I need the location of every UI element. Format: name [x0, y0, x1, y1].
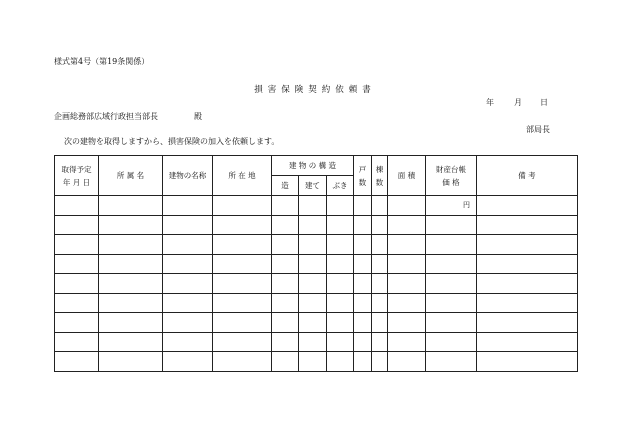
table-cell[interactable] — [163, 352, 213, 372]
table-cell[interactable] — [327, 254, 354, 274]
table-cell[interactable] — [426, 313, 477, 333]
table-cell[interactable] — [163, 196, 213, 216]
table-cell[interactable] — [388, 293, 426, 313]
table-cell[interactable] — [55, 332, 99, 352]
table-cell[interactable] — [327, 274, 354, 294]
header-structure-sub: ぶき — [327, 176, 354, 196]
table-cell[interactable] — [354, 254, 372, 274]
table-row — [55, 235, 578, 255]
table-cell[interactable] — [99, 196, 163, 216]
table-cell[interactable] — [99, 235, 163, 255]
table-cell[interactable] — [213, 332, 272, 352]
table-cell[interactable] — [372, 352, 388, 372]
table-cell[interactable] — [99, 332, 163, 352]
yen-unit[interactable]: 円 — [426, 196, 477, 216]
table-cell[interactable] — [426, 293, 477, 313]
table-cell[interactable] — [299, 332, 327, 352]
table-cell[interactable] — [272, 254, 299, 274]
header-units — [354, 156, 372, 196]
table-cell[interactable] — [354, 235, 372, 255]
table-cell[interactable] — [55, 235, 99, 255]
table-cell[interactable] — [372, 274, 388, 294]
table-cell[interactable] — [354, 332, 372, 352]
table-cell[interactable] — [299, 352, 327, 372]
table-cell[interactable] — [426, 215, 477, 235]
table-cell[interactable] — [327, 196, 354, 216]
header-acquisition-date-line2: 年 月 日 — [62, 177, 91, 187]
table-cell[interactable] — [163, 215, 213, 235]
table-row — [55, 332, 578, 352]
table-cell[interactable] — [99, 254, 163, 274]
table-cell[interactable] — [426, 235, 477, 255]
table-cell[interactable] — [299, 254, 327, 274]
table-cell[interactable] — [372, 235, 388, 255]
table-cell[interactable] — [55, 215, 99, 235]
table-cell[interactable] — [299, 274, 327, 294]
table-cell[interactable] — [272, 274, 299, 294]
header-affiliation: 所 属 名 — [99, 156, 163, 196]
table-cell[interactable] — [272, 352, 299, 372]
document-title: 損害保険契約依頼書 — [254, 85, 376, 95]
table-cell[interactable] — [426, 274, 477, 294]
header-structure-sub: 造 — [272, 176, 299, 196]
honorific: 殿 — [194, 112, 202, 121]
table-cell[interactable] — [426, 332, 477, 352]
table-cell[interactable] — [163, 254, 213, 274]
table-cell[interactable] — [272, 332, 299, 352]
table-cell[interactable] — [272, 196, 299, 216]
table-cell[interactable] — [55, 196, 99, 216]
table-cell[interactable] — [299, 235, 327, 255]
table-cell[interactable] — [272, 215, 299, 235]
table-cell[interactable] — [327, 215, 354, 235]
table-cell[interactable] — [477, 332, 578, 352]
header-value-line1: 財産台帳 — [436, 164, 466, 174]
table-cell[interactable] — [354, 293, 372, 313]
table-cell[interactable] — [272, 293, 299, 313]
table-cell[interactable] — [477, 274, 578, 294]
table-cell[interactable] — [299, 293, 327, 313]
table-cell[interactable] — [388, 196, 426, 216]
table-cell[interactable] — [327, 332, 354, 352]
table-cell[interactable] — [477, 352, 578, 372]
header-area: 面 積 — [388, 156, 426, 196]
table-row — [55, 274, 578, 294]
table-cell[interactable] — [163, 293, 213, 313]
table-cell[interactable] — [163, 332, 213, 352]
header-units-line2: 数 — [358, 177, 367, 187]
form-number: 様式第4号（第19条関係） — [54, 57, 150, 66]
table-cell[interactable] — [354, 196, 372, 216]
table-cell[interactable] — [99, 215, 163, 235]
table-cell[interactable] — [354, 352, 372, 372]
table-cell[interactable] — [388, 352, 426, 372]
header-remarks: 備 考 — [477, 156, 578, 196]
header-buildings-line2: 数 — [375, 177, 384, 187]
header-building-name: 建物の名称 — [163, 156, 213, 196]
header-units-line1: 戸 — [358, 164, 367, 174]
table-cell[interactable] — [55, 352, 99, 372]
table-cell[interactable] — [477, 313, 578, 333]
table-cell[interactable] — [163, 235, 213, 255]
table-cell[interactable] — [327, 293, 354, 313]
table-cell[interactable] — [354, 313, 372, 333]
table-cell[interactable] — [327, 235, 354, 255]
header-location: 所 在 地 — [213, 156, 272, 196]
sender: 部局長 — [526, 125, 550, 134]
table-cell[interactable] — [372, 293, 388, 313]
table-cell[interactable] — [372, 332, 388, 352]
request-table — [54, 155, 578, 372]
table-cell[interactable] — [55, 274, 99, 294]
table-cell[interactable] — [372, 196, 388, 216]
table-cell[interactable] — [388, 313, 426, 333]
table-cell[interactable] — [99, 313, 163, 333]
table-cell[interactable] — [163, 274, 213, 294]
table-cell[interactable] — [354, 215, 372, 235]
header-acquisition-date-line1: 取得予定 — [61, 164, 92, 174]
table-row — [55, 293, 578, 313]
table-cell[interactable] — [354, 274, 372, 294]
date-month: 月 — [514, 98, 522, 107]
table-row — [55, 254, 578, 274]
table-cell[interactable] — [213, 235, 272, 255]
table-cell[interactable] — [388, 215, 426, 235]
table-cell[interactable] — [272, 313, 299, 333]
table-cell[interactable] — [327, 313, 354, 333]
table-cell[interactable] — [213, 352, 272, 372]
table-row — [55, 313, 578, 333]
table-cell[interactable] — [213, 196, 272, 216]
table-row — [55, 196, 578, 216]
table-cell[interactable] — [213, 274, 272, 294]
table-cell[interactable] — [477, 254, 578, 274]
table-cell[interactable] — [55, 313, 99, 333]
header-structure: 建 物 の 構 造 — [272, 156, 354, 176]
table-cell[interactable] — [213, 293, 272, 313]
header-value-line2: 価 格 — [442, 177, 460, 187]
table-cell[interactable] — [299, 196, 327, 216]
table-cell[interactable] — [477, 196, 578, 216]
table-cell[interactable] — [99, 274, 163, 294]
header-acquisition-date — [55, 156, 99, 196]
table-cell[interactable] — [299, 313, 327, 333]
table-row — [55, 215, 578, 235]
table-cell[interactable] — [163, 313, 213, 333]
table-cell[interactable] — [213, 215, 272, 235]
table-cell[interactable] — [388, 332, 426, 352]
table-cell[interactable] — [477, 293, 578, 313]
date-year: 年 — [486, 98, 494, 107]
header-buildings — [372, 156, 388, 196]
table-cell[interactable] — [372, 215, 388, 235]
table-cell[interactable] — [388, 274, 426, 294]
table-cell[interactable] — [426, 254, 477, 274]
table-cell[interactable] — [388, 235, 426, 255]
table-row — [55, 352, 578, 372]
date-line — [486, 97, 548, 108]
table-cell[interactable] — [99, 293, 163, 313]
table-cell[interactable] — [299, 215, 327, 235]
header-value — [426, 156, 477, 196]
header-structure-sub: 建て — [299, 176, 327, 196]
table-cell[interactable] — [372, 254, 388, 274]
table-cell[interactable] — [213, 254, 272, 274]
table-cell[interactable] — [99, 352, 163, 372]
table-cell[interactable] — [426, 352, 477, 372]
table-cell[interactable] — [327, 352, 354, 372]
header-buildings-line1: 棟 — [375, 164, 384, 174]
date-day: 日 — [540, 98, 548, 107]
table-cell[interactable] — [272, 235, 299, 255]
table-cell[interactable] — [213, 313, 272, 333]
request-text: 次の建物を取得しますから、損害保険の加入を依頼します。 — [64, 137, 280, 146]
table-cell[interactable] — [477, 235, 578, 255]
table-cell[interactable] — [55, 254, 99, 274]
table-cell[interactable] — [55, 293, 99, 313]
addressee: 企画総務部広域行政担当部長 — [54, 112, 158, 121]
table-cell[interactable] — [388, 254, 426, 274]
table-cell[interactable] — [477, 215, 578, 235]
table-cell[interactable] — [372, 313, 388, 333]
